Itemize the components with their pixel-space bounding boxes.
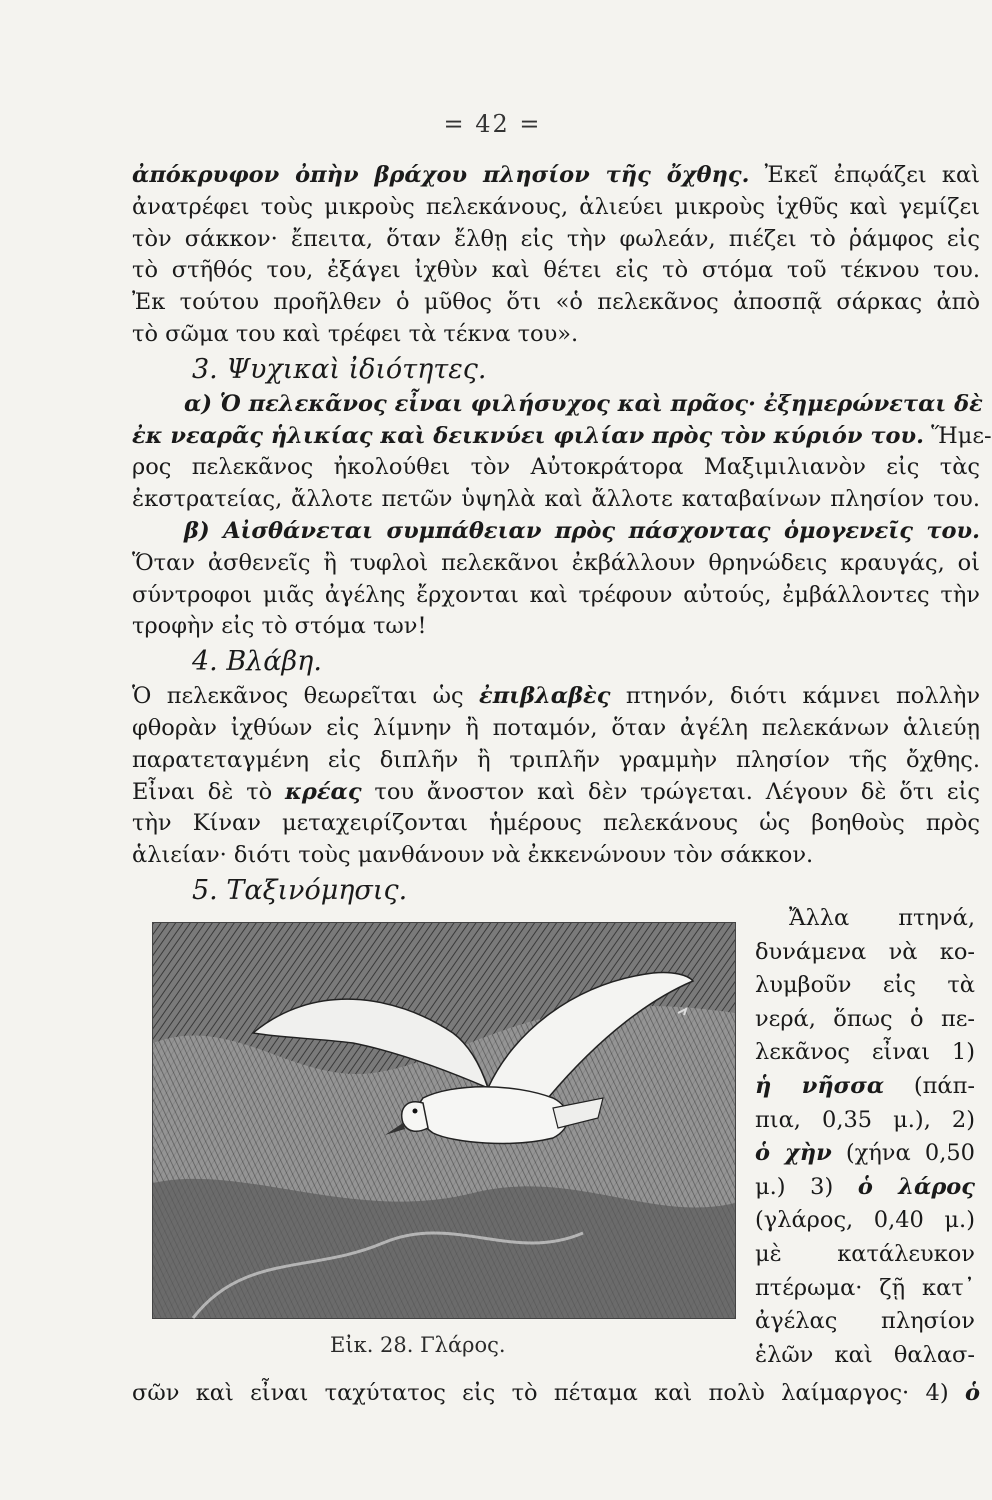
text-line: τὸν σάκκον· ἔπειτα, ὅταν ἔλθῃ εἰς τὴν φωλεάν, πιέζει τὸ ῥάμφος εἰς — [132, 225, 980, 252]
paragraph-nest-feeding — [132, 160, 980, 351]
figure-caption: Εἰκ. 28. Γλάρος. — [330, 1333, 506, 1357]
text-line: πτέρωμα· ζῇ κατ᾽ — [755, 1274, 975, 1301]
text: του ἄνοστον καὶ δὲν τρώγεται. Λέγουν δὲ ὅτι εἰς — [361, 778, 980, 805]
text-line — [132, 160, 980, 192]
text: Εἶναι δὲ τὸ — [132, 778, 286, 805]
side-column-text — [755, 902, 975, 1372]
emphasis: ἐκ νεαρᾶς ἡλικίας καὶ δεικνύει φιλίαν πρὸς τὸν κύριόν του. — [132, 422, 924, 449]
text-line: ἁλιείαν· διότι τοὺς μανθάνουν νὰ ἐκκενώνουν τὸν σάκκον. — [132, 842, 814, 869]
text-line: Ἐκ τούτου προῆλθεν ὁ μῦθος ὅτι «ὁ πελεκᾶνος ἀποσπᾷ σάρκας ἀπὸ — [132, 289, 980, 316]
text: Ἐκεῖ ἐπῳάζει καὶ — [749, 162, 980, 188]
text-line — [132, 1380, 980, 1406]
text-line: τροφὴν εἰς τὸ στόμα των! — [132, 613, 427, 640]
final-text-line — [132, 1380, 980, 1406]
section-3-body — [132, 389, 992, 643]
section-4-body — [132, 681, 980, 872]
text-line: (γλάρος, 0,40 μ.) — [755, 1207, 975, 1234]
text-line — [132, 681, 980, 713]
text-line: τὸ στῆθός του, ἐξάγει ἰχθὺν καὶ θέτει εἰς τὸ στόμα τοῦ τέκνου του. — [132, 257, 980, 284]
text-line: σύντροφοι μιᾶς ἀγέλης ἔρχονται καὶ τρέφουν αὐτούς, ἐμβάλλοντες τὴν — [132, 581, 980, 608]
text-line — [755, 1137, 975, 1171]
text-line: παρατεταγμένη εἰς διπλῆν ἢ τριπλῆν γραμμὴν πλησίον τῆς ὄχθης. — [132, 746, 980, 773]
text-line: μὲ κατάλευκον — [755, 1240, 975, 1267]
seagull-drawing — [153, 923, 735, 1318]
emphasis: ὁ λάρος — [857, 1173, 976, 1200]
text-line: ἀνατρέφει τοὺς μικροὺς πελεκάνους, ἁλιεύει μικροὺς ἰχθῦς καὶ γεμίζει — [132, 193, 980, 220]
text-line — [755, 1070, 975, 1104]
text-line: λεκᾶνος εἶναι 1) — [755, 1039, 975, 1066]
page-number: = 42 = — [443, 110, 542, 138]
section-heading-3: 3. Ψυχικαὶ ἰδιότητες. — [192, 353, 487, 385]
text-line: ἑλῶν καὶ θαλασ- — [755, 1341, 975, 1368]
text-line: φθορὰν ἰχθύων εἰς λίμνην ἢ ποταμόν, ὅταν ἀγέλη πελεκάνων ἁλιεύῃ — [132, 714, 980, 741]
section-heading-5: 5. Ταξινόμησις. — [192, 874, 408, 906]
main-text — [132, 160, 992, 910]
emphasis: ὁ χὴν — [755, 1140, 832, 1167]
text-line: νερά, ὅπως ὁ πε- — [755, 1005, 975, 1032]
text-line: β) Αἰσθάνεται συμπάθειαν πρὸς πάσχοντας ὁμογενεῖς του. — [184, 517, 980, 544]
text-line: ἀγέλας πλησίον — [755, 1308, 975, 1335]
text-line: α) Ὁ πελεκᾶνος εἶναι φιλήσυχος καὶ πρᾶος· ἐξημερώνεται δὲ — [184, 390, 983, 417]
text-line: λυμβοῦν εἰς τὰ — [755, 972, 975, 999]
text-line: τὴν Κίναν μεταχειρίζονται ἡμέρους πελεκάνους ὡς βοηθοὺς πρὸς — [132, 810, 980, 837]
emphasis: ἐπιβλαβὲς — [479, 683, 611, 710]
text-line: ἐκστρατείας, ἄλλοτε πετῶν ὑψηλὰ καὶ ἄλλοτε καταβαίνων πλησίον του. — [132, 486, 980, 513]
text-line: τὸ σῶμα του καὶ τρέφει τὰ τέκνα του». — [132, 320, 579, 347]
text-line: Ὅταν ἀσθενεῖς ἢ τυφλοὶ πελεκᾶνοι ἐκβάλλουν θρηνώδεις κραυγάς, οἱ — [132, 549, 980, 576]
emphasis: ἀπόκρυφον ὀπὴν βράχου πλησίον τῆς ὄχθης. — [132, 162, 750, 188]
text-line: πια, 0,35 μ.), 2) — [755, 1106, 975, 1133]
text: Ὁ πελεκᾶνος θεωρεῖται ὡς — [132, 683, 480, 710]
text: μ.) 3) — [755, 1173, 858, 1200]
emphasis: κρέας — [285, 778, 362, 805]
text-line — [755, 1171, 975, 1205]
text-line — [132, 777, 980, 809]
text-line — [132, 421, 992, 453]
text-line: ρος πελεκᾶνος ἠκολούθει τὸν Αὐτοκράτορα Μαξιμιλιανὸν εἰς τὰς — [132, 454, 980, 481]
figure-seagull-illustration — [152, 922, 736, 1319]
text: (πάπ- — [884, 1072, 975, 1099]
emphasis: ἡ νῆσσα — [755, 1072, 885, 1099]
section-heading-4: 4. Βλάβη. — [192, 646, 322, 678]
emphasis: ὁ — [964, 1380, 980, 1406]
text: πτηνόν, διότι κάμνει πολλὴν — [610, 683, 980, 710]
text-line: Ἄλλα πτηνά, — [789, 905, 975, 931]
text: (χήνα 0,50 — [831, 1140, 975, 1167]
text: Ἥμε- — [923, 422, 992, 449]
text-line: δυνάμενα νὰ κο- — [755, 938, 975, 965]
text: σῶν καὶ εἶναι ταχύτατος εἰς τὸ πέταμα καὶ πολὺ λαίμαργος· 4) — [132, 1380, 965, 1406]
